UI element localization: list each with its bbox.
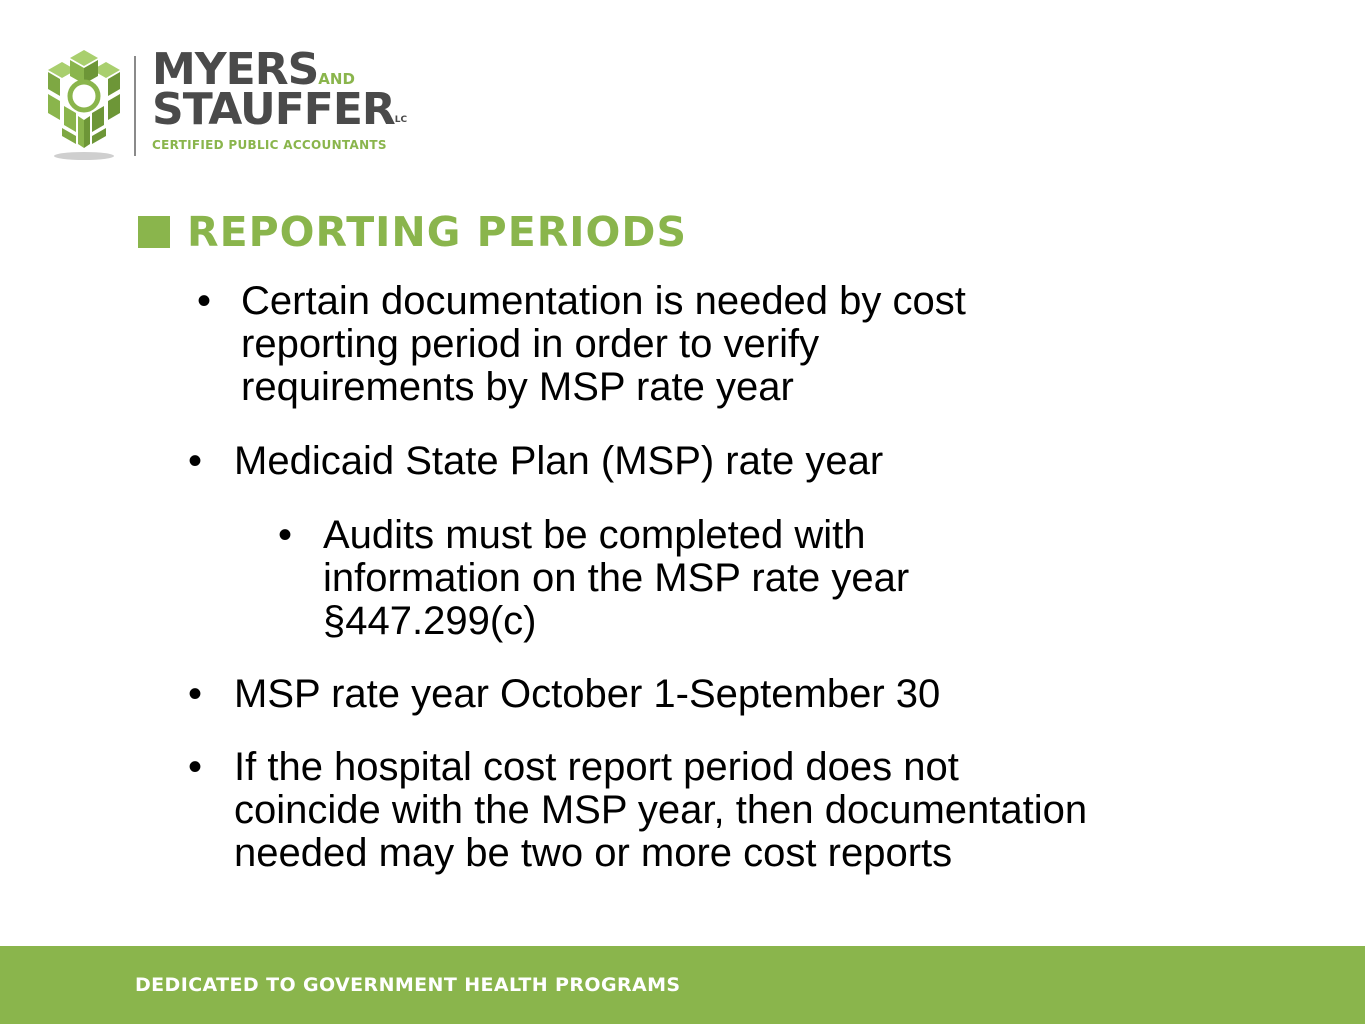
section-heading <box>138 208 687 256</box>
bullet-text: MSP rate year October 1-September 30 <box>234 672 941 716</box>
heading-square-icon <box>138 216 170 248</box>
footer-banner <box>0 946 1365 1024</box>
logo-wordmark <box>152 44 408 152</box>
cube-cluster-logo-icon <box>40 44 138 166</box>
company-logo <box>40 44 420 166</box>
logo-line-stauffer <box>152 84 408 135</box>
bullet-marker: • <box>197 279 212 323</box>
logo-word-myers: MYERS <box>152 44 319 95</box>
bullet-marker: • <box>188 439 203 483</box>
logo-word-and: AND <box>318 70 355 88</box>
bullet-text: Certain documentation is needed by cost reporting period in order to verify requirements by MSP rate year <box>241 279 966 409</box>
logo-word-lc: LC <box>394 115 408 125</box>
bullet-marker: • <box>188 672 203 716</box>
logo-tagline: CERTIFIED PUBLIC ACCOUNTANTS <box>152 138 387 152</box>
logo-word-stauffer: STAUFFER <box>152 84 395 135</box>
bullet-marker: • <box>278 513 293 557</box>
bullet-text: If the hospital cost report period does not coincide with the MSP year, then documentation needed may be two or more cost reports <box>234 745 1088 875</box>
bullet-text: Medicaid State Plan (MSP) rate year <box>234 439 884 483</box>
logo-divider <box>134 56 136 156</box>
bullet-text: Audits must be completed with information on the MSP rate year §447.299(c) <box>323 513 910 643</box>
bullet-marker: • <box>188 745 203 789</box>
footer-tagline: DEDICATED TO GOVERNMENT HEALTH PROGRAMS <box>135 974 681 996</box>
page-title: REPORTING PERIODS <box>187 208 687 256</box>
